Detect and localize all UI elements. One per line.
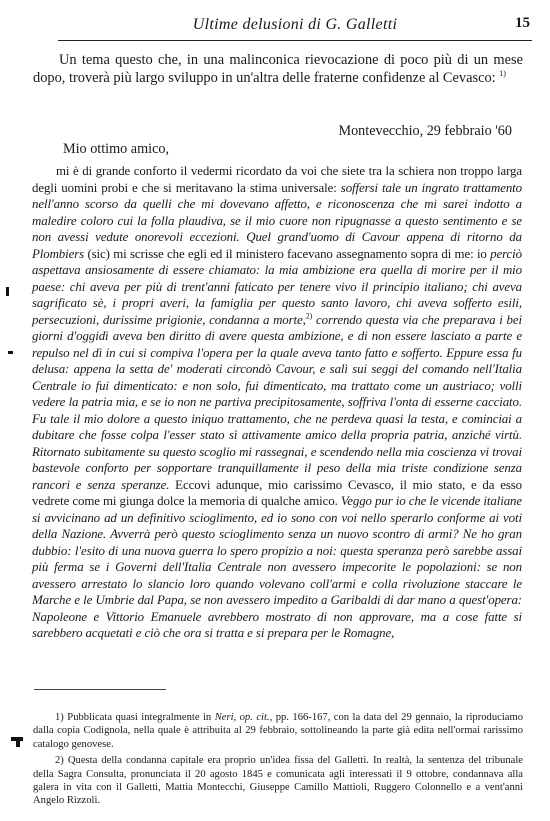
letter-italic-2: perciò aspettava ansiosamente di essere chiamato: la mia ambizione era quella di morire per il mio paese: chi aveva per più di trent'anni faticato per tenere vivo il principio italiano; chi aveva sagrificato sè, i propri averi, la famiglia per questo santo lavoro, chi aveva sofferto esili, persecuzioni, durissime prigionie, condanna a morte, bbox=[32, 246, 522, 327]
footnote-2-mark: 2) bbox=[55, 755, 64, 767]
footnote-ref-1[interactable]: 1) bbox=[499, 68, 506, 78]
intro-text: Un tema questo che, in una malinconica rievocazione di poco più di un mese dopo, troverà più largo sviluppo in un'altra delle fraterne confidenze al Cevasco: bbox=[33, 52, 523, 86]
scan-mark-4 bbox=[16, 741, 20, 747]
scan-mark-2 bbox=[8, 351, 13, 354]
letter-italic-3: correndo questa via che preparava i bei giorni d'oggidì aveva ben diritto di avere questa ambizione, e di non essere lasciato a parte e repulso nel dì in cui si compiva l'opera per la quale aveva tanto fatto e sofferto. Eppure essa fu delusa: appena la setta de' moderati circondò Cavour, e salì sui seggi del comando nell'Italia Centrale io fui dimenticato: e non solo, fui dimenticato, ma trattato come un austriaco; volli vedere la patria mia, e se io non ne partiva precipitosamente, soffriva l'onta di esserne cacciato. Fu tale il mio dolore a questo iniquo trattamento, che ne perdeva quasi la testa, e cominciai a dubitare che fosse colpa l'esser stato sì attivamente amico della propria patria, anziché virtù. Ritornato subitamente su questo scoglio mi rassegnai, e scendendo nella mia coscienza vi trovai bastevole conforto per sopportare tranquillamente il peso della mia triste condizione senza rancori e senza speranze. bbox=[32, 312, 522, 492]
letter-text-3: Eccovi adunque, mio carissimo Cevasco, il mio stato, e da esso vedrete come mi giunga dolce la memoria di qualche amico. bbox=[32, 477, 523, 508]
footnote-divider bbox=[34, 689, 166, 690]
letter-text-2: (sic) mi scrisse che egli ed il ministero facevano assegnamento sopra di me: io bbox=[87, 246, 487, 261]
letter-salutation: Mio ottimo amico, bbox=[63, 141, 170, 157]
footnote-1 bbox=[33, 711, 523, 751]
letter-text-1: mi è di grande conforto il vedermi ricordato da voi che siete tra la schiera non troppo larga degli uomini probi e che si meritavano la stima universale: bbox=[32, 164, 522, 195]
letter-date: Montevecchio, 29 febbraio '60 bbox=[338, 123, 512, 139]
letter-italic-4: Veggo pur io che le vicende italiane si avvicinano ad un definitivo scioglimento, ed io sono con voi nello sperarlo conforme ai voti della Nazione. Avverrà però questo scioglimento senza un nuovo scontro di armi? Ne ho gran dubbio: l'esito di una nuova guerra lo spero propizio a noi: questa speranza però sarebbe assai più ferma se i Governi dell'Italia Centrale non avessero impecorite le popolazioni: se non avessero arrestato lo slancio loro quando volevano coll'armi e colla rivoluzione staccare le Marche e le Umbrie dal Papa, se non avessero impedito a Garibaldi di dar mano a quest'opera: Napoleone e Vittorio Emanuele avrebbero mostrato di non approvare, ma a cose fatte si sarebbero acquetati e ciò che ora si tratta e si prepara per le Romagne, bbox=[32, 494, 523, 640]
intro-paragraph bbox=[33, 52, 523, 87]
scan-mark-1 bbox=[6, 287, 9, 296]
footnote-1-cite: Neri, op. cit., bbox=[214, 712, 273, 723]
footnote-1-post: pp. 166-167, con la data del 29 gennaio, la riproduciamo dalla copia Codignola, nella quale è attribuita al 29 febbraio, sottolineando la parte già edita nell'ormai rarissimo catalogo genovese. bbox=[33, 712, 524, 750]
page-number: 15 bbox=[515, 15, 530, 31]
letter-italic-1: soffersi tale un ingrato trattamento nell'anno scorso da quelli che mi dovevano affetto, e riconoscenza che mi sarei indotto a maledire coloro cui la folla plaudiva, se il mio cuore non ripugnasse a questo sentimento e se non avessi vedute onorevoli eccezioni. Quel grand'uomo di Cavour appena di ritorno da Plombiers bbox=[32, 180, 522, 261]
footnote-1-mark: 1) bbox=[55, 712, 64, 723]
footnote-2-text: Questa della condanna capitale era proprio un'idea fissa del Galletti. In realtà, la sentenza del tribunale della Sagra Consulta, pronunciata il 20 agosto 1845 e comunicata agli interessati il 9 ottobre, condannava alla galera in vita con il Galletti, Mattia Montecchi, Giuseppe Camillo Mattioli, Ruggero Colonnello e a vent'anni Angelo Rizzoli. bbox=[33, 755, 523, 807]
running-header bbox=[58, 14, 532, 41]
footnotes bbox=[33, 711, 523, 811]
running-title: Ultime delusioni di G. Galletti bbox=[192, 16, 398, 33]
letter-body bbox=[32, 163, 522, 642]
footnote-2 bbox=[33, 754, 523, 808]
footnote-1-pre: Pubblicata quasi integralmente in bbox=[67, 712, 212, 723]
footnote-ref-2[interactable]: 2) bbox=[305, 311, 313, 321]
